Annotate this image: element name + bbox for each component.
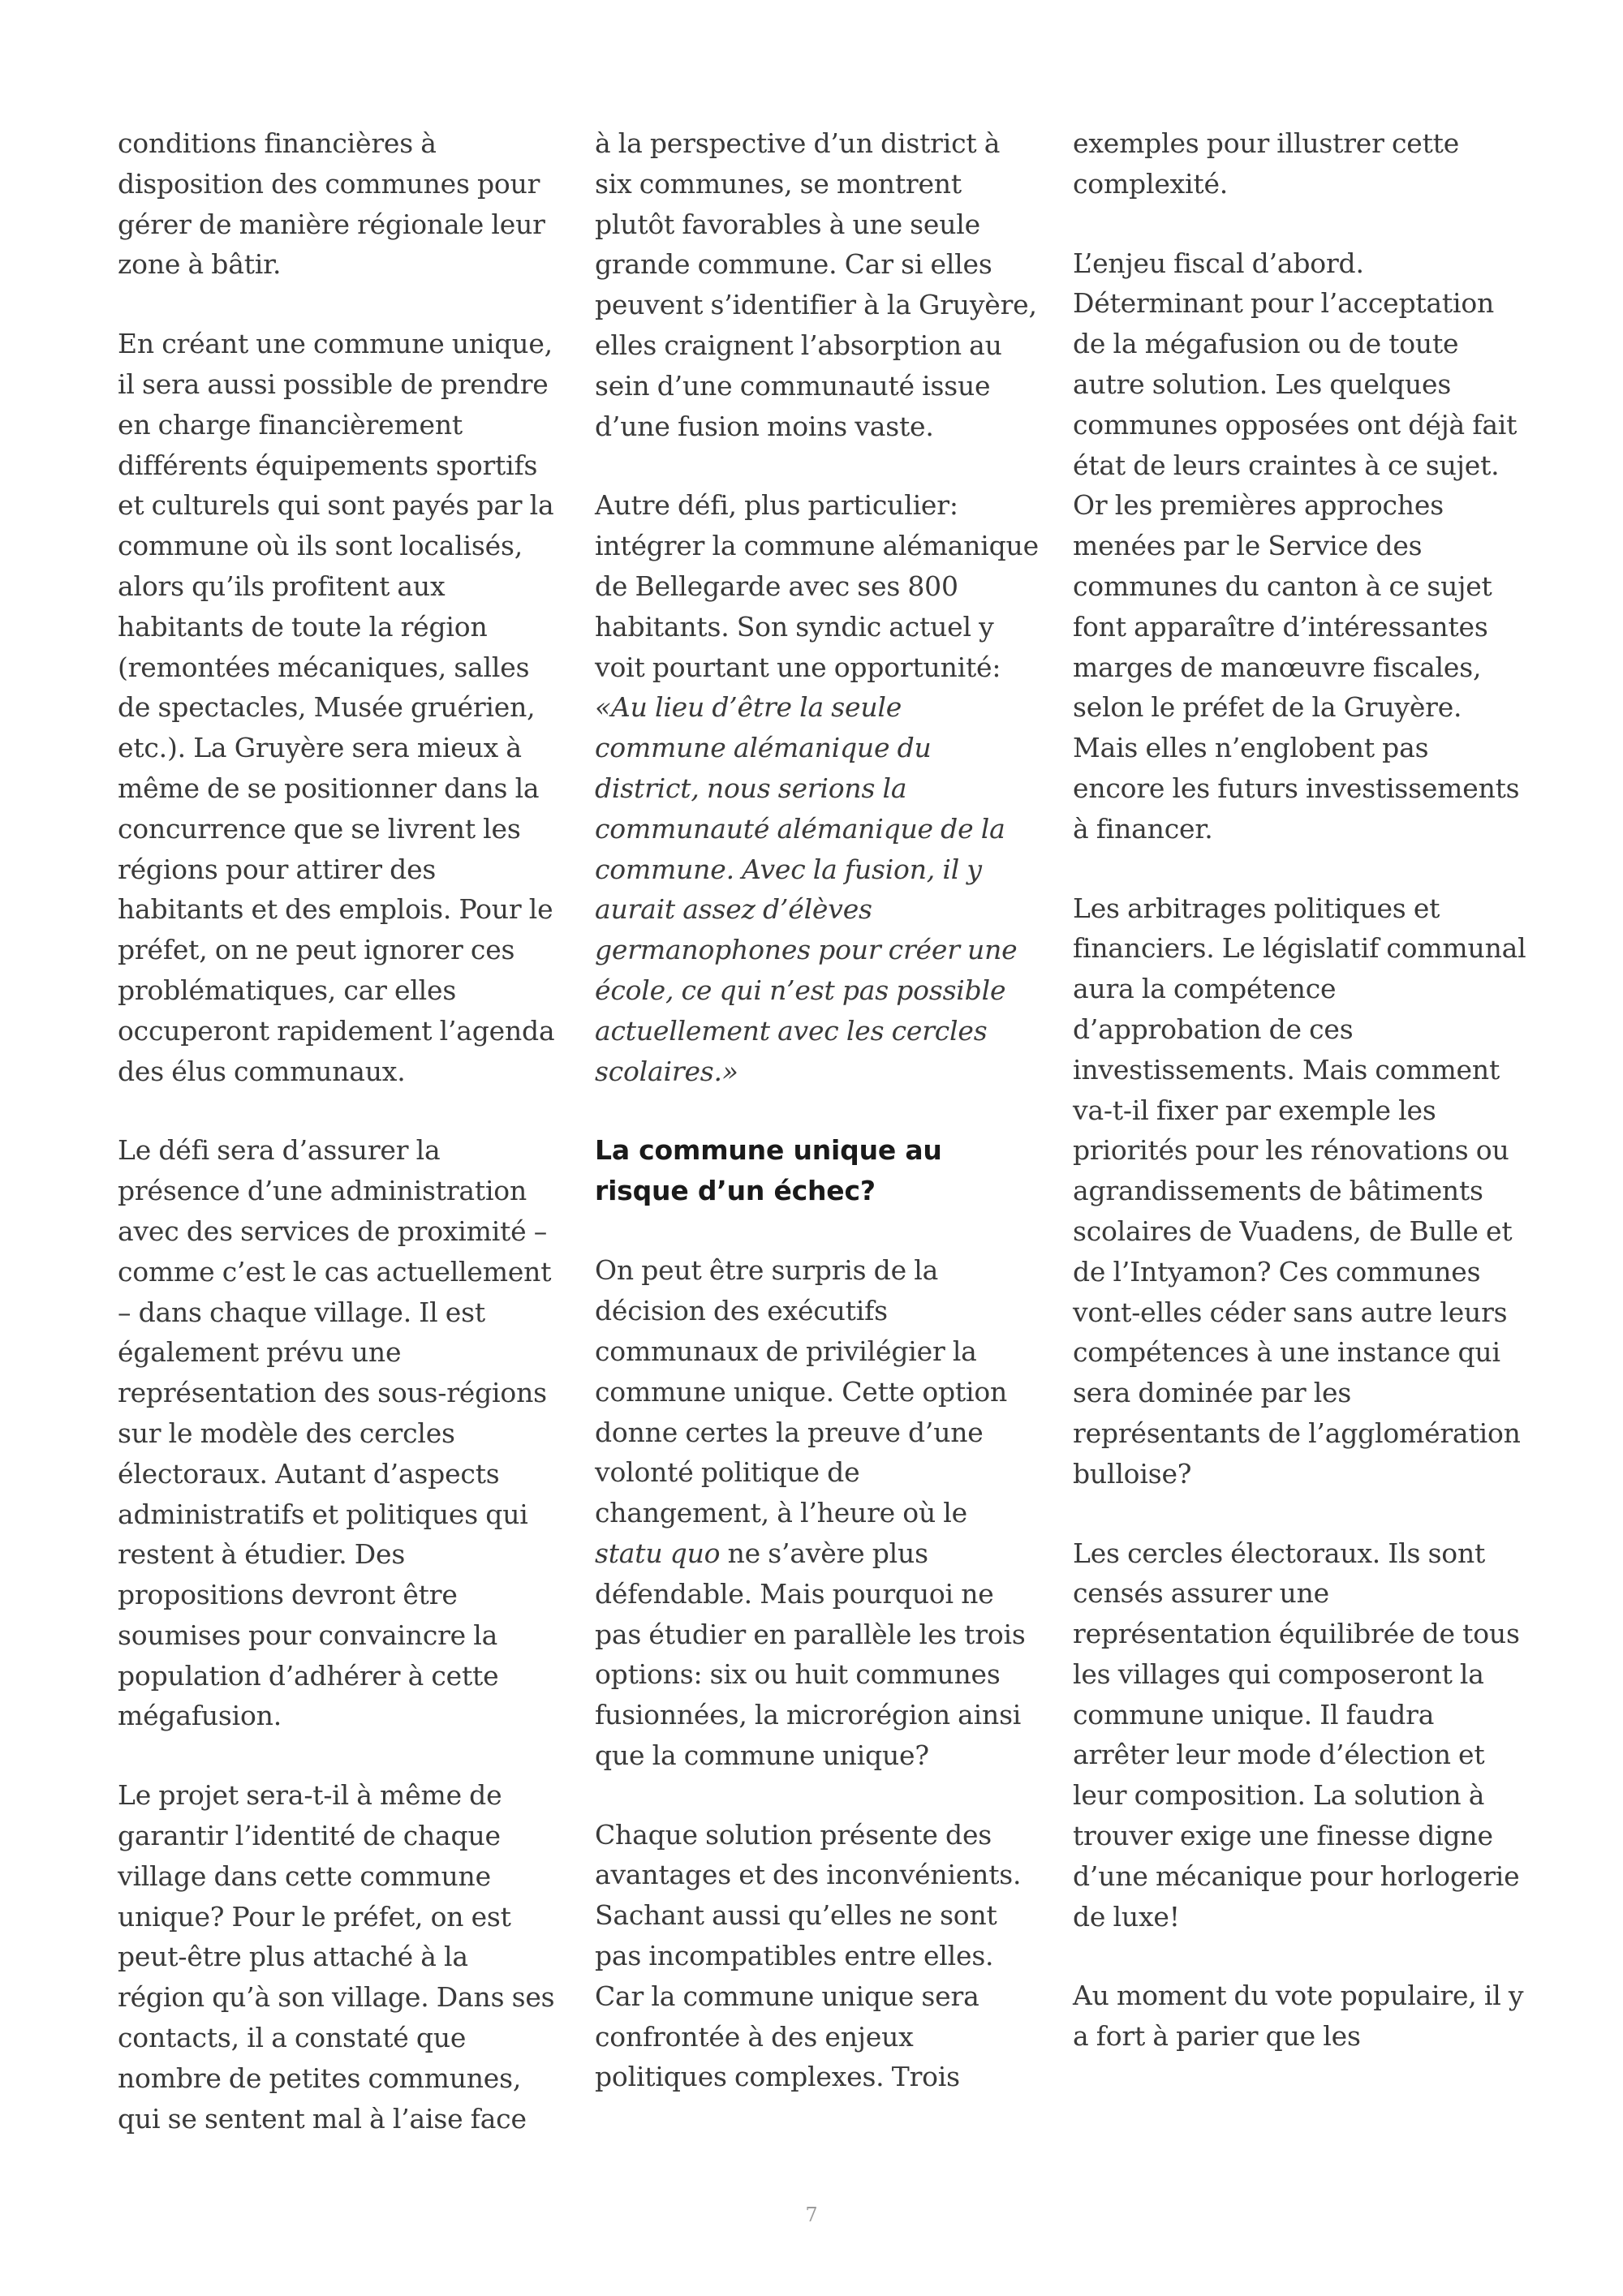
text-column-middle xyxy=(595,123,1040,2136)
italic-term: statu quo xyxy=(595,1537,721,1569)
paragraph-text: Autre défi, plus particulier: intégrer la commune alémanique de Bellegarde avec ses 800 habitants. Son syndic actuel y voit pourtant une opportunité: xyxy=(595,489,1039,683)
paragraph: Au moment du vote populaire, il y a fort à parier que les xyxy=(1073,1980,1524,2053)
paragraph: Les arbitrages politiques et financiers. Le législatif communal aura la compétence d’approbation de ces investissements. Mais comment va-t-il fixer par exemple les priorités pour les rénovations ou agrandissements de bâtiments scolaires de Vuadens, de Bulle et de l’Intyamon? Ces communes vont-elles céder sans autre leurs compétences à une instance qui sera dominée par les représentants de l’agglomération bulloise? xyxy=(1073,892,1526,1490)
paragraph: exemples pour illustrer cette complexité. xyxy=(1073,127,1460,200)
paragraph-with-quote xyxy=(595,485,1040,1091)
paragraph xyxy=(595,1250,1040,1775)
paragraph-text: On peut être surpris de la décision des exécutifs communaux de privilégier la commune unique. Cette option donne certes la preuve d’une volonté politique de changement, à l’heure où le xyxy=(595,1254,1008,1529)
text-column-left xyxy=(118,123,562,2178)
paragraph: Le défi sera d’assurer la présence d’une administration avec des services de proximité – comme c’est le cas actuellement – dans chaque village. Il est également prévu une représentation des sous-régions sur le modèle des cercles électoraux. Autant d’aspects administratifs et politiques qui restent à étudier. Des propositions devront être soumises pour convaincre la population d’adhérer à cette mégafusion. xyxy=(118,1134,552,1732)
paragraph-text: ne s’avère plus défendable. Mais pourquoi ne pas étudier en parallèle les trois options: six ou huit communes fusionnées, la microrégion ainsi que la commune unique? xyxy=(595,1537,1026,1771)
paragraph: Chaque solution présente des avantages et des inconvénients. Sachant aussi qu’elles ne sont pas incompatibles entre elles. Car la commune unique sera confrontée à des enjeux politiques complexes. Trois xyxy=(595,1818,1022,2093)
paragraph: Les cercles électoraux. Ils sont censés assurer une représentation équilibrée de tous les villages qui composeront la commune unique. Il faudra arrêter leur mode d’élection et leur composition. La solution à trouver exige une finesse digne d’une mécanique pour horlogerie de luxe! xyxy=(1073,1537,1520,1933)
section-heading: La commune unique au risque d’un échec? xyxy=(595,1134,942,1207)
text-column-right xyxy=(1073,123,1527,2096)
paragraph: L’enjeu fiscal d’abord. Déterminant pour l’acceptation de la mégafusion ou de toute autre solution. Les quelques communes opposées ont déjà fait état de leurs craintes à ce sujet. Or les premières approches menées par le Service des communes du canton à ce sujet font apparaître d’intéressantes marges de manœuvre fiscales, selon le préfet de la Gruyère. Mais elles n’englobent pas encore les futurs investissements à financer. xyxy=(1073,247,1520,845)
paragraph: conditions financières à disposition des communes pour gérer de manière régionale leur zone à bâtir. xyxy=(118,127,545,281)
paragraph: à la perspective d’un district à six communes, se montrent plutôt favorables à une seule grande commune. Car si elles peuvent s’identifier à la Gruyère, elles craignent l’absorption au sein d’une communauté issue d’une fusion moins vaste. xyxy=(595,127,1037,442)
paragraph: En créant une commune unique, il sera aussi possible de prendre en charge financièrement différents équipements sportifs et culturels qui sont payés par la commune où ils sont localisés, alors qu’ils profitent aux habitants de toute la région (remontées mécaniques, salles de spectacles, Musée gruérien, etc.). La Gruyère sera mieux à même de se positionner dans la concurrence que se livrent les régions pour attirer des habitants et des emplois. Pour le préfet, on ne peut ignorer ces problématiques, car elles occuperont rapidement l’agenda des élus communaux. xyxy=(118,328,555,1087)
italic-quote: «Au lieu d’être la seule commune alémanique du district, nous serions la communauté alémanique de la commune. Avec la fusion, il y aurait assez d’élèves germanophones pour créer une école, ce qui n’est pas possible actuellement avec les cercles scolaires.» xyxy=(595,691,1018,1087)
paragraph: Le projet sera-t-il à même de garantir l’identité de chaque village dans cette commune unique? Pour le préfet, on est peut-être plus attaché à la région qu’à son village. Dans ses contacts, il a constaté que nombre de petites communes, qui se sentent mal à l’aise face xyxy=(118,1779,555,2135)
page-number: 7 xyxy=(805,2204,818,2226)
